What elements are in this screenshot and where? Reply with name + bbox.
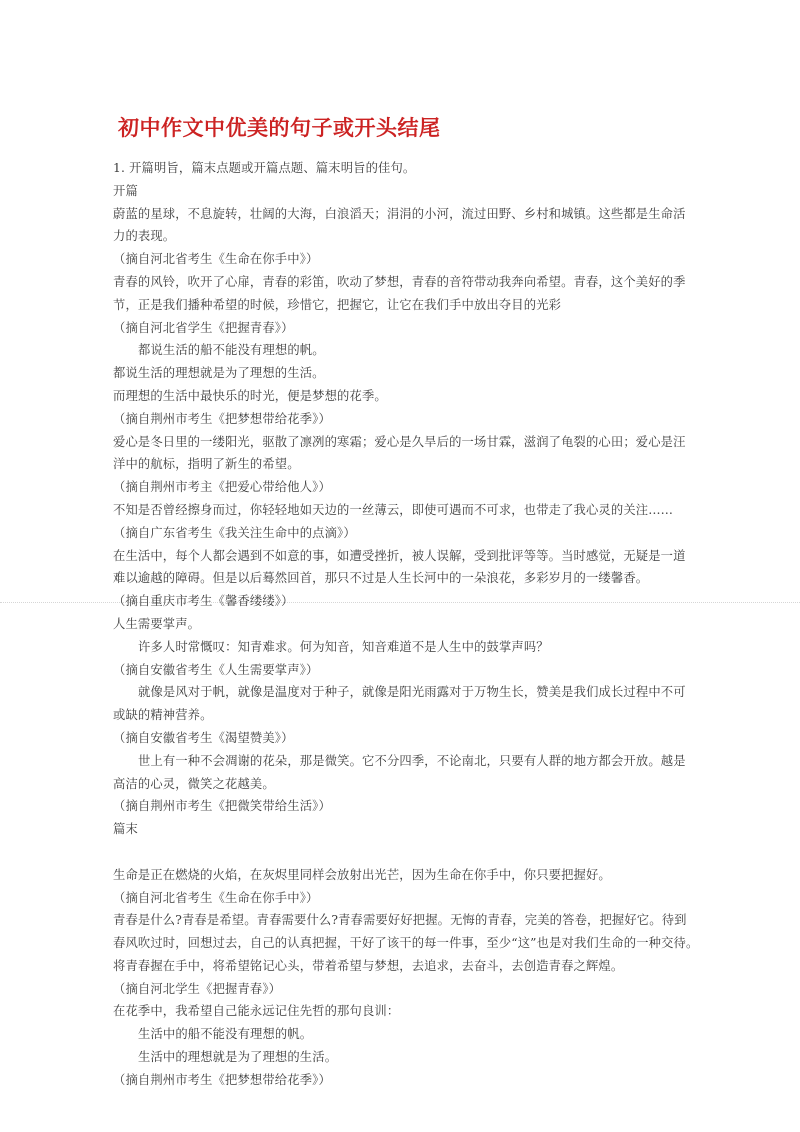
body-line: （摘自安徽省考生《人生需要掌声》） (113, 662, 319, 677)
body-line: （摘自重庆市考生《馨香缕缕》） (113, 594, 294, 609)
body-line: 青春的风铃，吹开了心扉，青春的彩笛，吹动了梦想，青春的音符带动我奔向希望。青春，这个美好的季 (113, 274, 686, 289)
body-line: 生活中的船不能没有理想的帆。 (138, 1027, 313, 1042)
body-line: 在生活中，每个人都会遇到不如意的事，如遭受挫折，被人误解，受到批评等等。当时感觉，无疑是一道 (113, 548, 686, 563)
body-line: （摘自河北省考生《生命在你手中》） (113, 890, 319, 905)
body-line: 高洁的心灵，微笑之花越美。 (113, 776, 275, 791)
body-line: 爱心是冬日里的一缕阳光，驱散了凛冽的寒霜；爱心是久旱后的一场甘霖，滋润了龟裂的心田；爱心是汪 (113, 434, 686, 449)
body-line: 在花季中，我希望自己能永远记住先哲的那句良训： (113, 1004, 400, 1019)
body-line: 开篇 (113, 183, 138, 198)
body-line: 生命是正在燃烧的火焰，在灰烬里同样会放射出光芒，因为生命在你手中，你只要把握好。 (113, 867, 611, 882)
body-line: 就像是风对于帆，就像是温度对于种子，就像是阳光雨露对于万物生长，赞美是我们成长过程中不可 (138, 685, 686, 700)
body-line: 青春是什么?青春是希望。青春需要什么?青春需要好好把握。无悔的青春，完美的答卷，把握好它。待到 (113, 913, 687, 928)
body-line: （摘自安徽省考生《渴望赞美》） (113, 730, 294, 745)
body-line: （摘自河北学生《把握青春》） (113, 981, 282, 996)
body-line: 春风吹过时，回想过去，自己的认真把握，干好了该干的每一件事，至少“这”也是对我们生命的一种交待。 (113, 936, 699, 951)
body-line: 世上有一种不会凋谢的花朵，那是微笑。它不分四季，不论南北，只要有人群的地方都会开放。越是 (138, 753, 686, 768)
body-line: 篇末 (113, 822, 138, 837)
page-title: 初中作文中优美的句子或开头结尾 (118, 116, 441, 141)
body-line: （摘自河北省考生《生命在你手中》） (113, 252, 319, 267)
body-line: 力的表现。 (113, 229, 176, 244)
body-line: 生活中的理想就是为了理想的生活。 (138, 1050, 338, 1065)
body-line: 人生需要掌声。 (113, 616, 201, 631)
body-line: （摘自荆州市考主《把爱心带给他人》） (113, 480, 331, 495)
body-line: 许多人时常慨叹：知青难求。何为知音，知音难道不是人生中的鼓掌声吗？ (138, 639, 549, 654)
body-line: 或缺的精神营养。 (113, 708, 213, 723)
body-line: 洋中的航标，指明了新生的希望。 (113, 457, 300, 472)
body-line: 难以逾越的障碍。但是以后蓦然回首，那只不过是人生长河中的一朵浪花，多彩岁月的一缕馨香。 (113, 571, 649, 586)
body-line: 而理想的生活中最快乐的时光，便是梦想的花季。 (113, 388, 387, 403)
body-line: （摘自荆州市考生《把梦想带给花季》） (113, 1072, 331, 1087)
body-line: 1. 开篇明旨，篇末点题或开篇点题、篇末明旨的佳句。 (113, 161, 416, 175)
body-blank-line (113, 841, 693, 864)
body-line: 都说生活的船不能没有理想的帆。 (138, 343, 325, 358)
body-line: 都说生活的理想就是为了理想的生活。 (113, 366, 325, 381)
body-line: 不知是否曾经擦身而过，你轻轻地如天边的一丝薄云，即使可遇而不可求，也带走了我心灵的关注…… (113, 502, 674, 517)
body-line: （摘自荆州市考生《把微笑带给生活》） (113, 799, 331, 814)
body-line: （摘自广东省考生《我关注生命中的点滴》） (113, 525, 356, 540)
body-line: （摘自河北省学生《把握青春》） (113, 320, 294, 335)
body-line: 节，正是我们播种希望的时候，珍惜它，把握它，让它在我们手中放出夺目的光彩 (113, 297, 562, 312)
body-line: 将青春握在手中，将希望铭记心头，带着希望与梦想，去追求，去奋斗，去创造青春之辉煌。 (113, 958, 624, 973)
body-line: 蔚蓝的星球，不息旋转，壮阔的大海，白浪滔天；涓涓的小河，流过田野、乡村和城镇。这些都是生命活 (113, 206, 686, 221)
body-line: （摘自荆州市考生《把梦想带给花季》） (113, 411, 331, 426)
document-body (113, 157, 699, 1092)
